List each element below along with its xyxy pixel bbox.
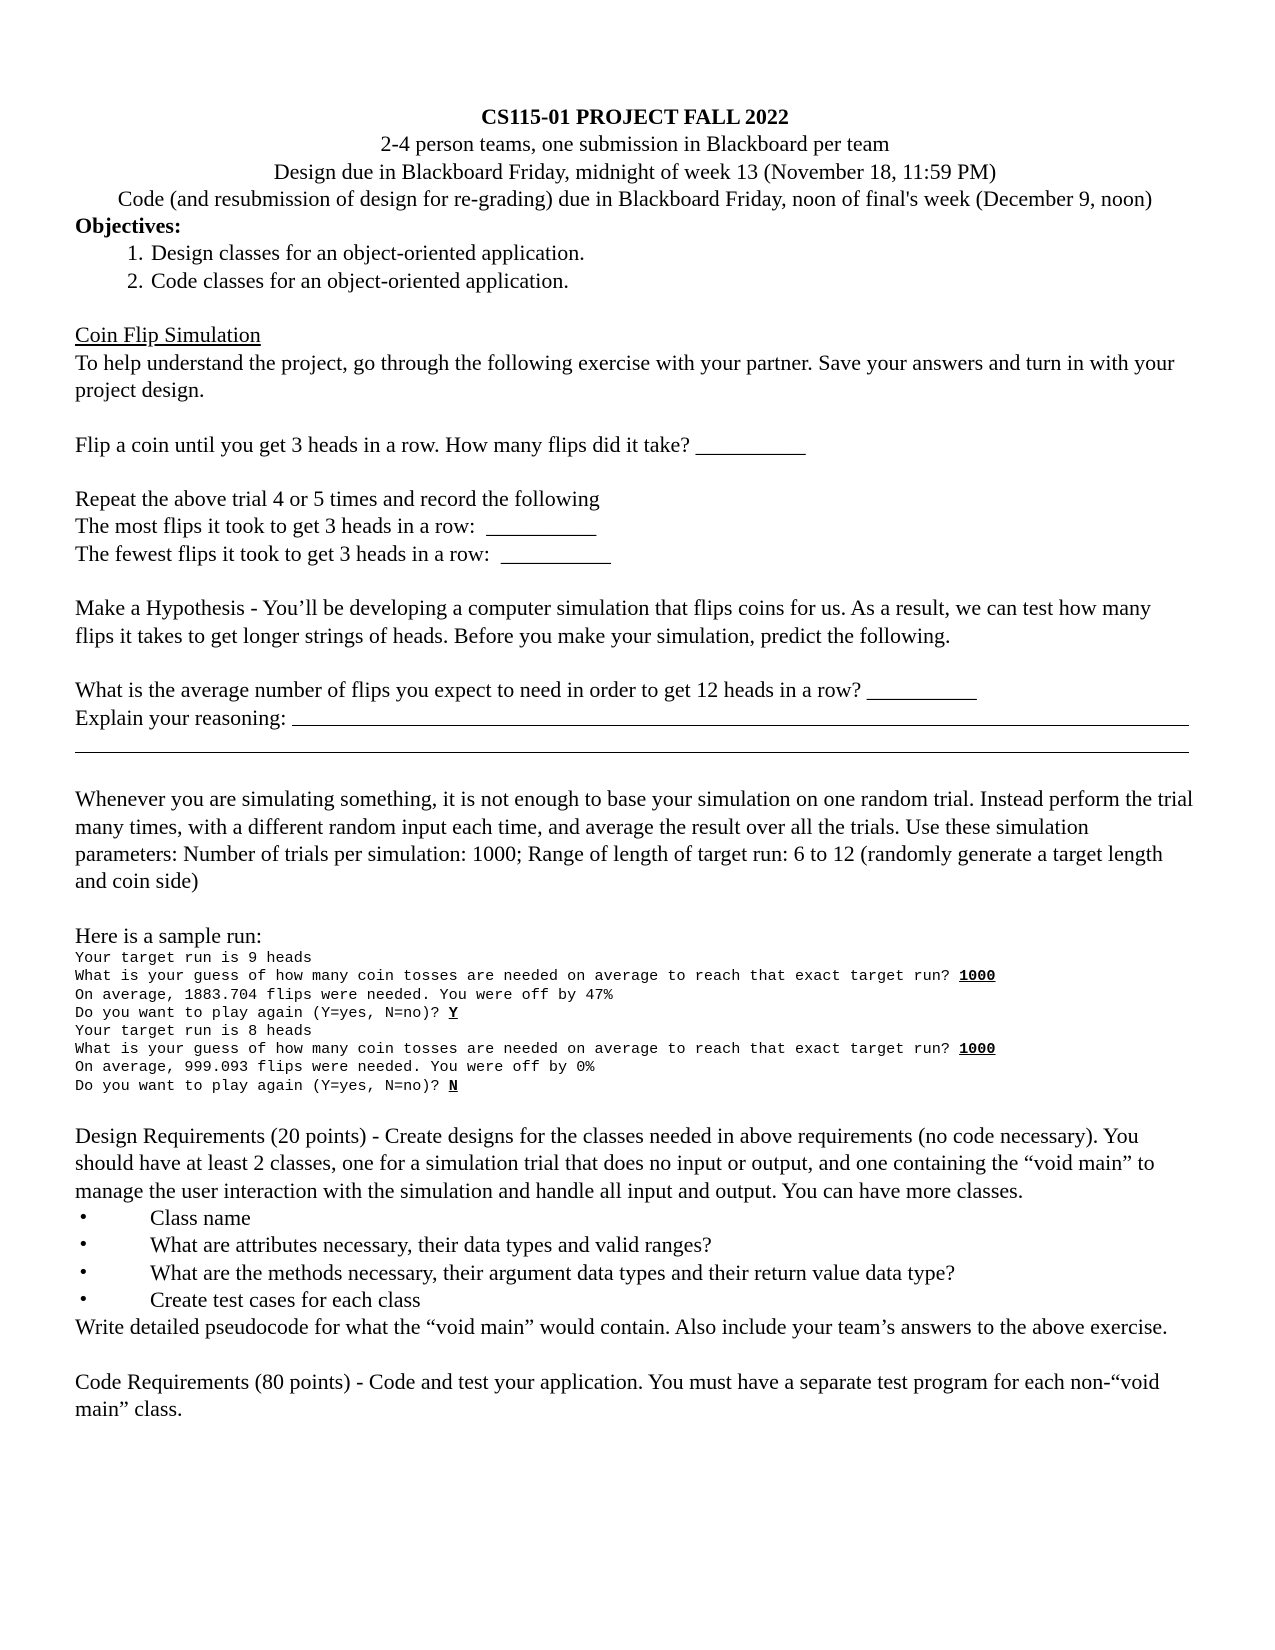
bullet-icon: • <box>78 1288 89 1310</box>
answer-line <box>75 731 1195 758</box>
section-heading-coin-flip: Coin Flip Simulation <box>75 322 261 348</box>
console-line: On average, 1883.704 flips were needed. You were off by 47% <box>75 985 613 1004</box>
console-line: Do you want to play again (Y=yes, N=no)? Y <box>75 1003 458 1022</box>
requirement-item: • What are attributes necessary, their data types and valid ranges? <box>78 1232 712 1258</box>
exercise-intro: To help understand the project, go through the following exercise with your partner. Save your answers and turn in with your project design. <box>75 349 1175 402</box>
sample-run-output <box>75 949 1195 1095</box>
objective-item: 1. Design classes for an object-oriented application. <box>149 239 1195 266</box>
bullet-icon: • <box>78 1261 89 1283</box>
objectives-heading: Objectives: <box>75 213 182 239</box>
requirement-item: • What are the methods necessary, their argument data types and their return value data type? <box>78 1259 956 1285</box>
fewest-flips-question: The fewest flips it took to get 3 heads in a row: __________ <box>75 540 611 566</box>
objectives-list <box>75 239 1195 294</box>
objective-item: 2. Code classes for an object-oriented application. <box>149 267 1195 294</box>
console-line: Your target run is 9 heads <box>75 949 312 968</box>
sample-run-heading: Here is a sample run: <box>75 922 262 948</box>
console-line: On average, 999.093 flips were needed. You were off by 0% <box>75 1058 595 1077</box>
most-flips-question: The most flips it took to get 3 heads in a row: __________ <box>75 513 597 539</box>
bullet-icon: • <box>78 1234 89 1256</box>
console-line: What is your guess of how many coin tosses are needed on average to reach that exact target run? 1000 <box>75 967 996 986</box>
repeat-instruction: Repeat the above trial 4 or 5 times and record the following <box>75 486 600 512</box>
average-flips-question: What is the average number of flips you expect to need in order to get 12 heads in a row? __________ <box>75 677 977 703</box>
answer-line <box>292 725 1189 726</box>
console-line: What is your guess of how many coin tosses are needed on average to reach that exact target run? 1000 <box>75 1040 996 1059</box>
design-due-date: Design due in Blackboard Friday, midnight of week 13 (November 18, 11:59 PM) <box>273 158 997 184</box>
code-requirements-paragraph: Code Requirements (80 points) - Code and test your application. You must have a separate test program for each non-“void main” class. <box>75 1368 1160 1422</box>
pseudocode-instruction: Write detailed pseudocode for what the “void main” would contain. Also include your team’s answers to the above exercise. <box>75 1314 1168 1340</box>
console-line: Your target run is 8 heads <box>75 1022 312 1041</box>
simulation-paragraph: Whenever you are simulating something, it is not enough to base your simulation on one random trial. Instead perform the trial many times, with a different random input each time, and average the result over all the trials. Use these simulation parameters: Number of trials per simulation: 1000; Range of length of target run: 6 to 12 (randomly generate a target length and coin side) <box>75 786 1194 894</box>
explain-reasoning-row <box>75 704 1195 731</box>
hypothesis-paragraph: Make a Hypothesis - You’ll be developing a computer simulation that flips coins for us. As a result, we can test how many flips it takes to get longer strings of heads. Before you make your simulation, predict the following. <box>75 595 1151 648</box>
team-info: 2-4 person teams, one submission in Blackboard per team <box>380 131 890 157</box>
document-title: CS115-01 PROJECT FALL 2022 <box>481 104 789 129</box>
design-requirements-paragraph: Design Requirements (20 points) - Create designs for the classes needed in above requirements (no code necessary). You should have at least 2 classes, one for a simulation trial that does no input or output, and one containing the “void main” to manage the user interaction with the simulation and handle all input and output. You can have more classes. <box>75 1123 1155 1203</box>
design-requirements-list <box>75 1204 1195 1313</box>
explain-reasoning-label: Explain your reasoning: <box>75 704 292 730</box>
question-three-heads: Flip a coin until you get 3 heads in a row. How many flips did it take? __________ <box>75 431 806 457</box>
code-due-date: Code (and resubmission of design for re-grading) due in Blackboard Friday, noon of final's week (December 9, noon) <box>117 185 1153 211</box>
console-line: Do you want to play again (Y=yes, N=no)? N <box>75 1076 458 1095</box>
requirement-item: • Class name <box>78 1205 251 1231</box>
requirement-item: • Create test cases for each class <box>78 1286 421 1312</box>
bullet-icon: • <box>78 1207 89 1229</box>
